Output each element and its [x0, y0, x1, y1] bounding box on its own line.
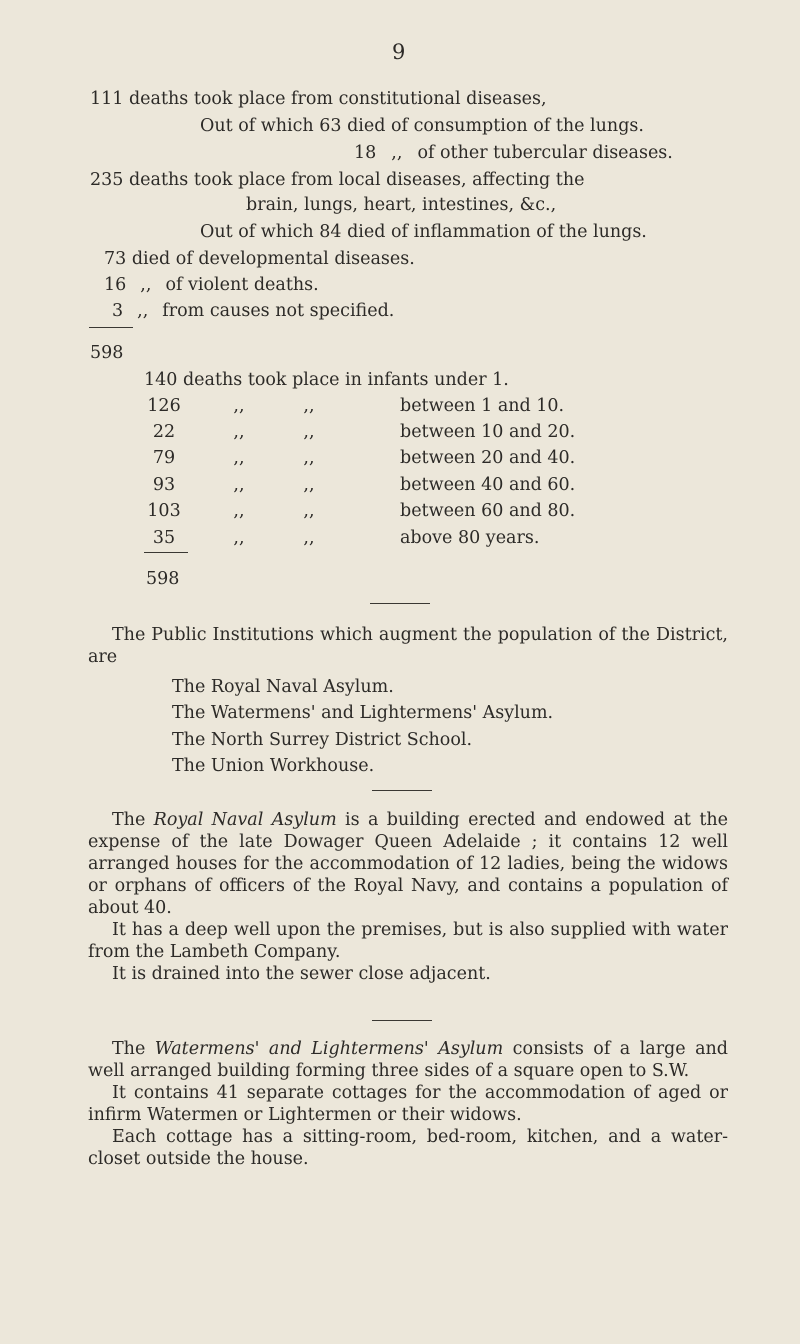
naval-paragraph-2: It has a deep well upon the premises, but is also supplied with water from the Lambeth Company.	[88, 920, 728, 962]
sum-rule	[89, 327, 133, 328]
cause-line-8	[104, 274, 319, 296]
cause-text: of other tubercular diseases.	[417, 143, 673, 163]
ditto-mark: ,,	[303, 448, 315, 468]
institution-item: The Watermens' and Lightermens' Asylum.	[172, 703, 554, 723]
cause-line-9	[112, 300, 394, 322]
cause-text: died of developmental diseases.	[131, 249, 415, 269]
age-text: above 80 years.	[400, 528, 540, 548]
age-row	[144, 474, 575, 496]
naval-paragraph-1	[88, 809, 728, 919]
age-count: 35	[152, 528, 176, 548]
text-run: The	[112, 810, 154, 830]
cause-line-6	[200, 221, 647, 243]
institution-item: The North Surrey District School.	[172, 730, 473, 750]
cause-count: 18	[354, 143, 377, 163]
ages-total: 598	[146, 569, 180, 589]
naval-paragraph-3: It is drained into the sewer close adjacent.	[112, 964, 491, 984]
watermens-paragraph-3: Each cottage has a sitting-room, bed-room, kitchen, and a water-closet outside the house.	[88, 1127, 728, 1169]
ditto-mark: ,,	[303, 501, 315, 521]
ditto-mark: ,,	[233, 396, 245, 416]
ditto-mark: ,,	[140, 275, 152, 295]
age-row	[144, 395, 564, 417]
age-row	[144, 500, 575, 522]
cause-text: brain, lungs, heart, intestines, &c.,	[246, 195, 557, 215]
age-text: between 10 and 20.	[400, 422, 576, 442]
institutions-intro-text: The Public Institutions which augment the population of the District, are	[88, 625, 728, 667]
institution-item: The Union Workhouse.	[172, 756, 375, 776]
age-count: 93	[152, 475, 176, 495]
institution-name: Royal Naval Asylum	[153, 810, 337, 830]
ditto-mark: ,,	[303, 422, 315, 442]
ditto-mark: ,,	[233, 475, 245, 495]
ditto-mark: ,,	[303, 528, 315, 548]
age-text: deaths took place in infants under 1.	[182, 370, 509, 390]
cause-text: from causes not specified.	[162, 301, 395, 321]
cause-text: deaths took place from constitutional diseases,	[128, 89, 547, 109]
section-divider	[372, 790, 432, 791]
section-divider	[372, 1020, 432, 1021]
page-number: 9	[392, 40, 406, 64]
age-text: between 1 and 10.	[400, 396, 565, 416]
ditto-mark: ,,	[233, 528, 245, 548]
ditto-mark: ,,	[233, 501, 245, 521]
ditto-mark: ,,	[303, 475, 315, 495]
age-text: between 60 and 80.	[400, 501, 576, 521]
institution-name: Watermens' and Lightermens' Asylum	[154, 1039, 504, 1059]
ditto-mark: ,,	[233, 422, 245, 442]
section-divider	[370, 603, 430, 604]
age-text: between 40 and 60.	[400, 475, 576, 495]
naval-asylum-section	[88, 809, 728, 985]
cause-line-3	[354, 142, 673, 164]
age-count: 79	[152, 448, 176, 468]
cause-line-2	[200, 115, 644, 137]
age-count: 140	[144, 370, 178, 390]
cause-count: 3	[112, 301, 124, 321]
age-line-first	[144, 369, 509, 391]
watermens-paragraph-1	[88, 1038, 728, 1082]
institution-item: The Royal Naval Asylum.	[172, 677, 394, 697]
watermens-asylum-section	[88, 1038, 728, 1170]
cause-line-4	[90, 169, 584, 191]
ditto-mark: ,,	[233, 448, 245, 468]
cause-count: 111	[90, 89, 124, 109]
cause-line-5	[246, 194, 556, 216]
cause-count: 235	[90, 170, 124, 190]
age-count: 103	[147, 501, 181, 521]
sum-rule	[144, 552, 188, 553]
cause-line-7	[104, 248, 415, 270]
watermens-paragraph-2: It contains 41 separate cottages for the accommodation of aged or infirm Watermen or Lightermen or their widows.	[88, 1083, 728, 1125]
text-run: The	[112, 1039, 155, 1059]
age-count: 22	[152, 422, 176, 442]
cause-line-1	[90, 88, 547, 110]
text-run: consists of a large and well arranged building forming three sides of a square open to S.W.	[88, 1039, 728, 1081]
institutions-intro	[88, 624, 728, 668]
cause-text: Out of which 63 died of consumption of the lungs.	[200, 116, 644, 136]
cause-text: deaths took place from local diseases, affecting the	[128, 170, 585, 190]
causes-total: 598	[90, 343, 124, 363]
ditto-mark: ,,	[137, 301, 149, 321]
age-row	[144, 527, 539, 549]
ditto-mark: ,,	[303, 396, 315, 416]
age-count: 126	[147, 396, 181, 416]
text-run: is a building erected and endowed at the expense of the late Dowager Queen Adelaide ; it contains 12 well arranged houses for the accommodation of 12 ladies, being the widows or orphans of officers of the Royal Navy, and contains a population of about 40.	[88, 810, 728, 918]
cause-text: Out of which 84 died of inflammation of the lungs.	[200, 222, 647, 242]
age-text: between 20 and 40.	[400, 448, 576, 468]
cause-text: of violent deaths.	[165, 275, 319, 295]
cause-count: 73	[104, 249, 127, 269]
age-row	[144, 447, 575, 469]
cause-count: 16	[104, 275, 127, 295]
ditto-mark: ,,	[391, 143, 403, 163]
age-row	[144, 421, 575, 443]
